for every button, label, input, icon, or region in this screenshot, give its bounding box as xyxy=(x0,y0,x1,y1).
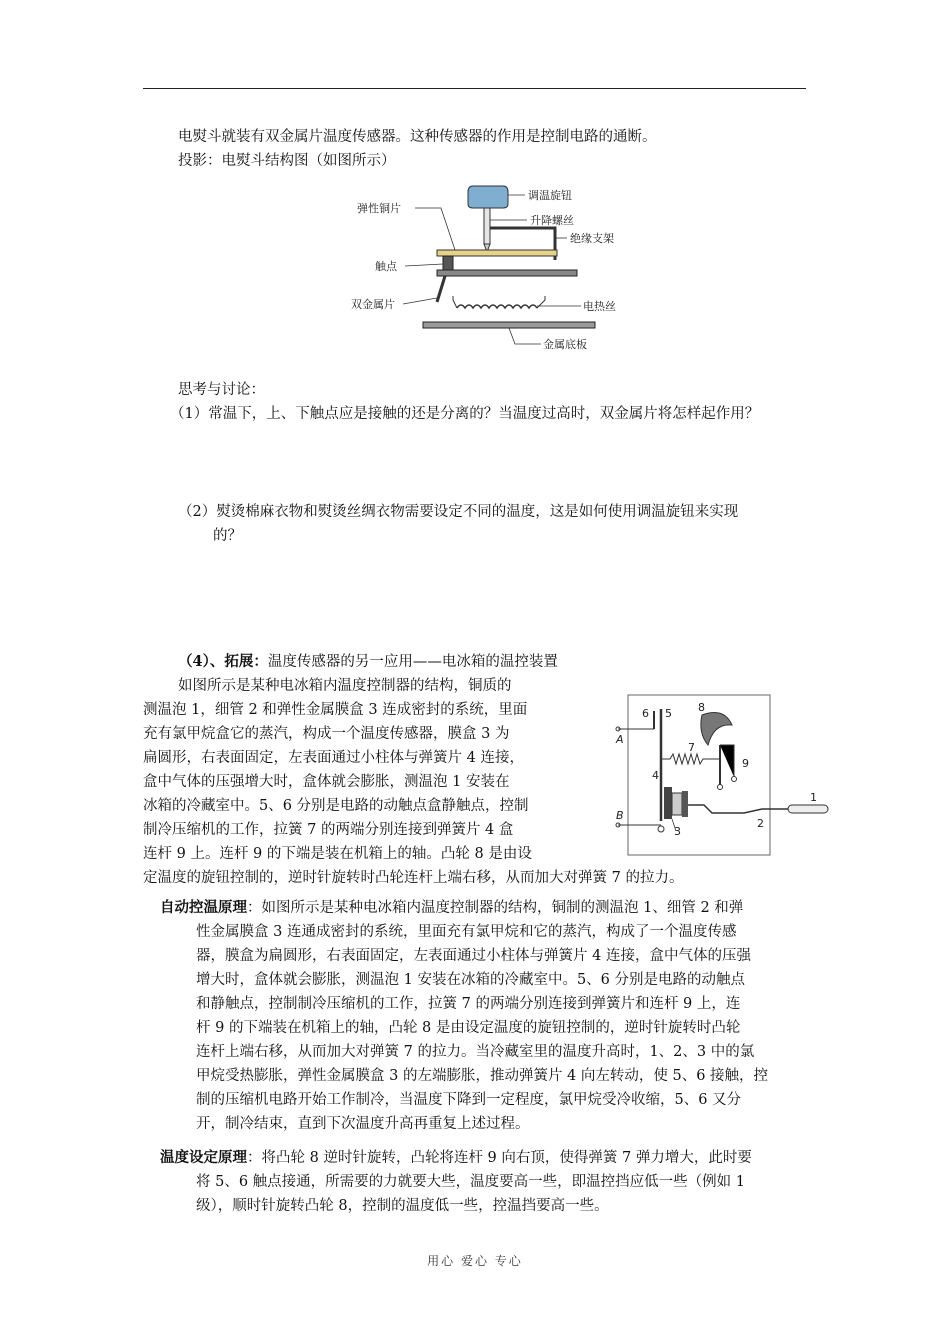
label-knob: 调温旋钮 xyxy=(528,189,572,202)
label-6: 6 xyxy=(642,707,649,720)
label-screw: 升降螺丝 xyxy=(530,214,574,227)
extension-line: 冰箱的冷藏室中。5、6 分别是电路的动触点盒静触点，控制 xyxy=(143,798,529,814)
label-contact: 触点 xyxy=(375,260,397,273)
auto-principle-label: 自动控温原理 xyxy=(160,899,247,916)
extension-line: 充有氯甲烷盒它的蒸汽，构成一个温度传感器，膜盒 3 为 xyxy=(143,726,510,742)
question-1: （1）常温下，上、下触点应是接触的还是分离的？当温度过高时，双金属片将怎样起作用？ xyxy=(170,406,760,422)
label-support: 绝缘支架 xyxy=(570,232,614,245)
iron-structure-figure xyxy=(345,178,645,350)
auto-principle-line: 甲烷受热膨胀，弹性金属膜盒 3 的左端膨胀，推动弹簧片 4 向左转动，使 5、6 接触，控 xyxy=(196,1068,769,1084)
intro-line-1: 电熨斗就装有双金属片温度传感器。这种传感器的作用是控制电路的通断。 xyxy=(178,129,657,145)
screw-shaft xyxy=(484,208,490,244)
auto-principle-line: 器，膜盒为扁圆形，右表面固定，左表面通过小柱体与弹簧片 4 连接，盒中气体的压强 xyxy=(196,948,751,964)
extension-line: 连杆 9 上。连杆 9 的下端是装在机箱上的轴。凸轮 8 是由设 xyxy=(143,846,532,862)
page-footer: 用心 爱心 专心 xyxy=(427,1254,523,1268)
label-4: 4 xyxy=(652,769,659,782)
extension-line: 测温泡 1，细管 2 和弹性金属膜盒 3 连成密封的系统，里面 xyxy=(143,702,528,718)
auto-principle-line: 增大时，盒体就会膨胀，测温泡 1 安装在冰箱的冷藏室中。5、6 分别是电路的动触点 xyxy=(196,972,746,988)
auto-principle-line: 性金属膜盒 3 连通成密封的系统，里面充有氯甲烷和它的蒸汽，构成了一个温度传感 xyxy=(196,924,737,940)
auto-principle-line: 杆 9 的下端装在机箱上的轴，凸轮 8 是由设定温度的旋钮控制的，逆时针旋转时凸轮 xyxy=(196,1020,741,1036)
label-2: 2 xyxy=(757,817,764,830)
question-2-line-1: （2）熨烫棉麻衣物和熨烫丝绸衣物需要设定不同的温度，这是如何使用调温旋钮来实现 xyxy=(178,504,739,520)
auto-principle-first-line xyxy=(160,896,743,920)
setting-principle-label: 温度设定原理 xyxy=(160,1149,247,1166)
auto-principle-line: 连杆上端右移，从而加大对弹簧 7 的拉力。当冷藏室里的温度升高时，1、2、3 中的氯 xyxy=(196,1044,755,1060)
heater-coil xyxy=(457,305,537,308)
cam-shape xyxy=(701,713,732,745)
setting-principle-line: 级），顺时针旋转凸轮 8，控制的温度低一些，控温挡要高一些。 xyxy=(196,1198,609,1214)
extension-line: 盒中气体的压强增大时，盒体就会膨胀，测温泡 1 安装在 xyxy=(143,774,510,790)
intro-line-2: 投影：电熨斗结构图（如图所示） xyxy=(178,153,396,169)
extension-heading xyxy=(178,650,558,674)
auto-principle-line: 制的压缩机电路开始工作制冷，当温度下降到一定程度，氯甲烷受冷收缩，5、6 又分 xyxy=(196,1092,742,1108)
sensing-bulb xyxy=(788,805,828,813)
label-5: 5 xyxy=(665,707,672,720)
setting-principle-first-line xyxy=(160,1146,752,1170)
header-rule xyxy=(143,88,806,89)
setting-principle-first: ：将凸轮 8 逆时针旋转，凸轮将连杆 9 向右顶，使得弹簧 7 弹力增大，此时要 xyxy=(247,1150,752,1166)
label-7: 7 xyxy=(688,741,695,754)
membrane-box xyxy=(664,787,672,819)
fridge-controller-figure xyxy=(612,693,840,863)
label-heater: 电热丝 xyxy=(583,300,616,313)
label-base: 金属底板 xyxy=(543,338,587,350)
knob-shape xyxy=(468,186,508,208)
label-copper: 弹性铜片 xyxy=(357,202,401,215)
label-b: B xyxy=(616,809,624,822)
copper-strip xyxy=(437,250,557,256)
auto-principle-line: 和静触点，控制制冷压缩机的工作，拉簧 7 的两端分别连接到弹簧片和连杆 9 上，连 xyxy=(196,996,741,1012)
extension-heading-rest: 温度传感器的另一应用——电冰箱的温控装置 xyxy=(267,654,558,670)
label-3: 3 xyxy=(674,825,681,838)
extension-line: 制冷压缩机的工作，拉簧 7 的两端分别连接到弹簧片 4 盒 xyxy=(143,822,514,838)
label-bimetal: 双金属片 xyxy=(351,298,395,311)
auto-principle-line: 开，制冷结束，直到下次温度升高再重复上述过程。 xyxy=(196,1116,530,1132)
extension-line: 扁圆形，右表面固定，左表面通过小柱体与弹簧片 4 连接， xyxy=(143,750,524,766)
metal-base xyxy=(423,322,595,328)
bimetal-strip xyxy=(437,270,577,276)
label-a: A xyxy=(616,733,624,746)
label-8: 8 xyxy=(698,701,705,714)
question-2-line-2: 的？ xyxy=(213,528,242,544)
extension-line: 定温度的旋钮控制的，逆时针旋转时凸轮连杆上端右移，从而加大对弹簧 7 的拉力。 xyxy=(143,870,684,886)
setting-principle-line: 将 5、6 触点接通，所需要的力就要大些，温度要高一些，即温控挡应低一些（例如 1 xyxy=(196,1174,746,1190)
label-1: 1 xyxy=(810,791,817,804)
label-9: 9 xyxy=(742,757,749,770)
auto-principle-first: ：如图所示是某种电冰箱内温度控制器的结构，铜制的测温泡 1、细管 2 和弹 xyxy=(247,900,744,916)
extension-heading-bold: （4）、拓展： xyxy=(178,653,268,670)
extension-line: 如图所示是某种电冰箱内温度控制器的结构，铜质的 xyxy=(178,678,512,694)
bimetal-post xyxy=(437,276,445,302)
contact-block xyxy=(443,256,453,270)
controller-frame xyxy=(628,695,770,855)
discussion-title: 思考与讨论： xyxy=(178,382,265,398)
